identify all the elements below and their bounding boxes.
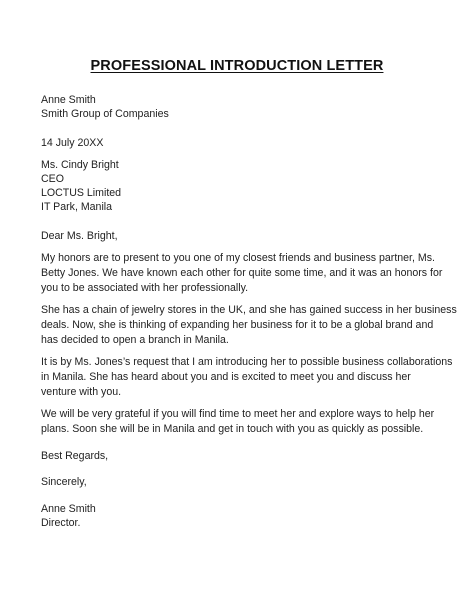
paragraph-line: It is by Ms. Jones’s request that I am introducing her to possible business collaborations bbox=[41, 356, 453, 368]
letter-date: 14 July 20XX bbox=[41, 137, 104, 149]
paragraph-line: in Manila. She has heard about you and is excited to meet you and discuss her bbox=[41, 371, 411, 383]
body-paragraph-4 bbox=[41, 407, 461, 437]
recipient-name: Ms. Cindy Bright bbox=[41, 159, 119, 171]
letter-title: PROFESSIONAL INTRODUCTION LETTER bbox=[90, 58, 384, 74]
recipient-company: LOCTUS Limited bbox=[41, 187, 122, 199]
recipient-title: CEO bbox=[41, 173, 64, 185]
paragraph-line: has decided to open a branch in Manila. bbox=[41, 334, 229, 346]
closing-sincerely: Sincerely, bbox=[41, 476, 87, 488]
paragraph-line: you to be associated with her professionally. bbox=[41, 282, 249, 294]
paragraph-line: She has a chain of jewelry stores in the UK, and she has gained success in her business bbox=[41, 304, 457, 316]
paragraph-line: deals. Now, she is thinking of expanding her business for it to be a global brand and bbox=[41, 319, 434, 331]
paragraph-line: venture with you. bbox=[41, 386, 122, 398]
sender-company: Smith Group of Companies bbox=[41, 108, 169, 120]
paragraph-line: We will be very grateful if you will find time to meet her and explore ways to help her bbox=[41, 408, 435, 420]
salutation: Dear Ms. Bright, bbox=[41, 230, 118, 242]
paragraph-line: Betty Jones. We have known each other for quite some time, and it was an honors for bbox=[41, 267, 443, 279]
closing-best-regards: Best Regards, bbox=[41, 450, 109, 462]
body-paragraph-3 bbox=[41, 355, 461, 400]
body-paragraph-1 bbox=[41, 251, 461, 296]
signature-title: Director. bbox=[41, 517, 81, 529]
body-paragraph-2 bbox=[41, 303, 461, 348]
paragraph-line: My honors are to present to you one of my closest friends and business partner, Ms. bbox=[41, 252, 435, 264]
sender-name: Anne Smith bbox=[41, 94, 96, 106]
recipient-address: IT Park, Manila bbox=[41, 201, 113, 213]
signature-name: Anne Smith bbox=[41, 503, 96, 515]
paragraph-line: plans. Soon she will be in Manila and get in touch with you as quickly as possible. bbox=[41, 423, 424, 435]
